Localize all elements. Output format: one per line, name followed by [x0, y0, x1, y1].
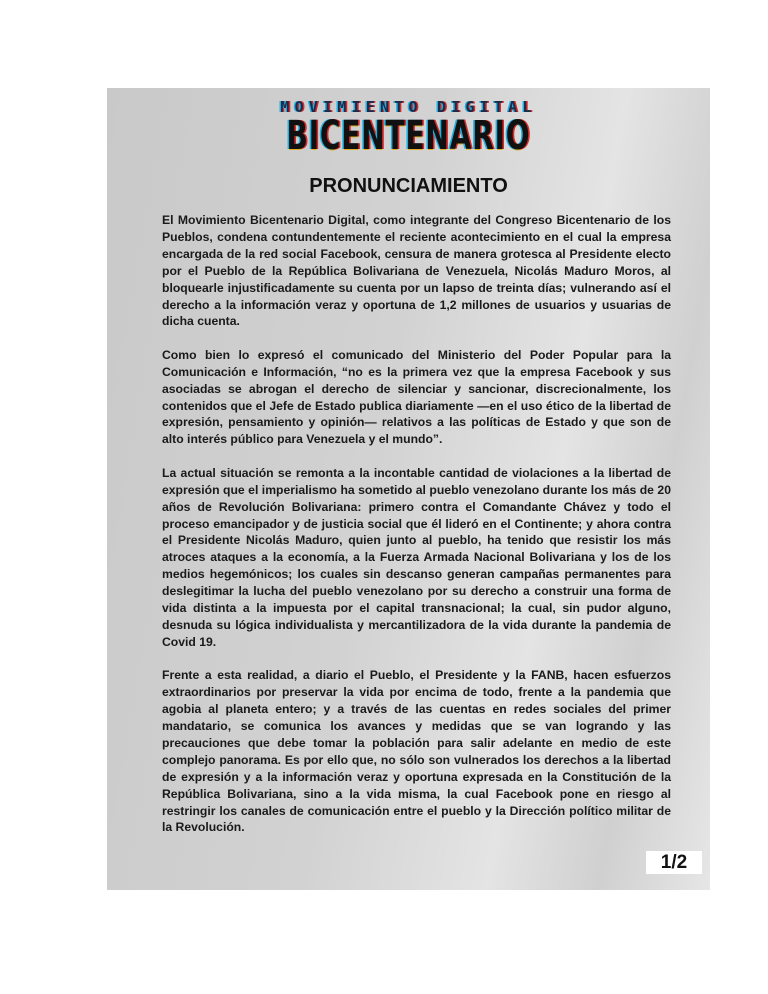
- paragraph-4: Frente a esta realidad, a diario el Pueblo, el Presidente y la FANB, hacen esfuerzos extraordinarios por preservar la vida por encima de todo, frente a la pandemia que agobia al planeta entero; y a través de las cuentas en redes sociales del primer mandatario, se comunica los avances y medidas que se van logrando y las precauciones que debe tomar la población para salir adelante en medio de este complejo panorama. Es por ello que, no sólo son vulnerados los derechos a la libertad de expresión y a la información veraz y oportuna expresada en la Constitución de la República Bolivariana, sino a la vida misma, la cual Facebook pone en riesgo al restringir los canales de comunicación entre el pueblo y la Dirección político militar de la Revolución.: [162, 668, 671, 835]
- document-page: [107, 88, 710, 890]
- paragraph-2: Como bien lo expresó el comunicado del Ministerio del Poder Popular para la Comunicación e Información, “no es la primera vez que la empresa Facebook y sus asociadas se abrogan el derecho de silenciar y sancionar, discrecionalmente, los contenidos que el Jefe de Estado publica diariamente —en el uso ético de la libertad de expresión, pensamiento y opinión— relativos a las políticas de Estado y que son de alto interés público para Venezuela y el mundo”.: [162, 347, 671, 447]
- paragraph-1: El Movimiento Bicentenario Digital, como integrante del Congreso Bicentenario de los Pueblos, condena contundentemente el reciente acontecimiento en el cual la empresa encargada de la red social Facebook, censura de manera grotesca al Presidente electo por el Pueblo de la República Bolivariana de Venezuela, Nicolás Maduro Moros, al bloquearle injustificadamente su cuenta por un lapso de treinta días; vulnerando así el derecho a la información veraz y oportuna de 1,2 millones de usuarios y usuarias de dicha cuenta.: [162, 213, 671, 329]
- logo-line-1: MOVIMIENTO DIGITAL: [280, 98, 537, 116]
- document-title: PRONUNCIAMIENTO: [309, 175, 508, 197]
- paragraph-3: La actual situación se remonta a la incontable cantidad de violaciones a la libertad de expresión que el imperialismo ha sometido al pueblo venezolano durante los más de 20 años de Revolución Bolivariana: primero contra el Comandante Chávez y todo el proceso emancipador y de justicia social que él lideró en el Continente; y ahora contra el Presidente Nicolás Maduro, quien junto al pueblo, ha tenido que resistir los más atroces ataques a la economía, a la Fuerza Armada Nacional Bolivariana y los de los medios hegemónicos; los cuales sin descanso generan campañas permanentes para deslegitimar la lucha del pueblo venezolano por su derecho a construir una forma de vida distinta a la impuesta por el capital transnacional; la cual, sin pudor alguno, desnuda su lógica individualista y mercantilizadora de la vida durante la pandemia de Covid 19.: [162, 465, 671, 649]
- movimiento-digital-bicentenario-logo: [107, 99, 710, 157]
- logo-line-2: BICENTENARIO: [286, 113, 531, 159]
- page-indicator: 1/2: [646, 851, 702, 874]
- document-body: [162, 212, 671, 853]
